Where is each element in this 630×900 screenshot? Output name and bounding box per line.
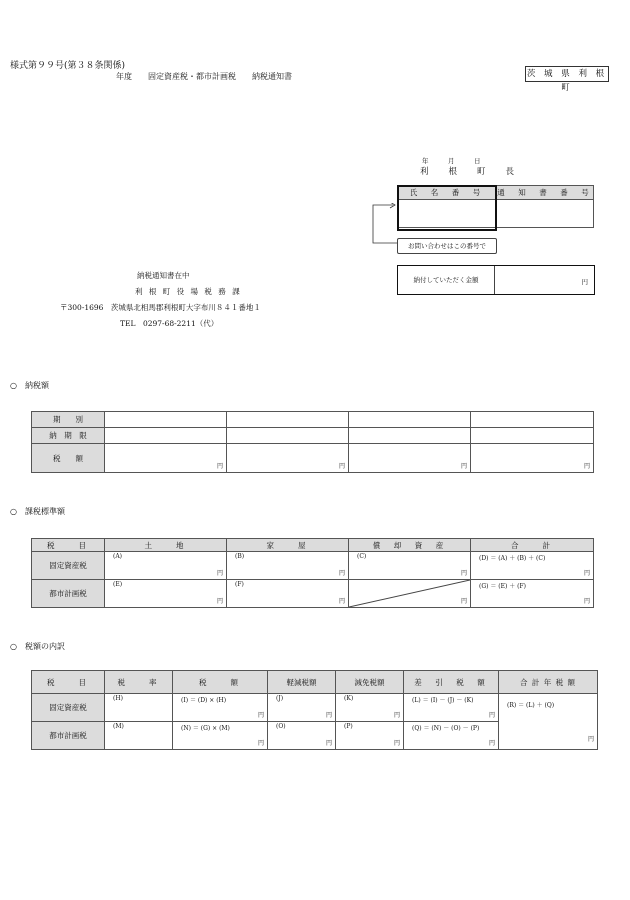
row-header-tax-amount: 税 額 (32, 444, 105, 473)
pointer-arrow-icon (369, 203, 399, 247)
issue-date: 年 月 日 (422, 157, 481, 165)
land-cell: (A) 円 (105, 552, 227, 580)
depreciable-cell-struck: 円 (349, 580, 471, 608)
payment-yen-unit: 円 (581, 278, 588, 286)
breakdown-header-rate: 税 率 (105, 671, 173, 694)
breakdown-header-reduction: 軽減税額 (268, 671, 336, 694)
breakdown-header-exemption: 減免税額 (336, 671, 404, 694)
tax-base-header-house: 家 屋 (227, 539, 349, 552)
row-label-fixed-asset-tax: 固定資産税 (32, 694, 105, 722)
period-cell (471, 412, 594, 428)
office-name: 利 根 町 役 場 税 務 課 (135, 287, 242, 296)
row-label-city-planning-tax: 都市計画税 (32, 580, 105, 608)
notice-number-header: 通 知 書 番 号 (496, 186, 594, 200)
section-tax-breakdown-title: ○ 税額の内訳 (10, 642, 65, 651)
period-cell (227, 412, 349, 428)
depreciable-cell: (C) 円 (349, 552, 471, 580)
row-header-period: 期 別 (32, 412, 105, 428)
notice-number-value (496, 200, 594, 228)
diagonal-strike (349, 580, 470, 607)
exemption-cell: (K) 円 (336, 694, 404, 722)
issuer-mayor: 利 根 町 長 (420, 167, 516, 177)
id-number-table (397, 185, 594, 228)
reduction-cell: (O) 円 (268, 722, 336, 750)
document-title: 年度 固定資産税・都市計画税 納税通知書 (116, 72, 292, 81)
reduction-cell: (J) 円 (268, 694, 336, 722)
tax-base-header-land: 土 地 (105, 539, 227, 552)
tax-amount-cell: 円 (227, 444, 349, 473)
tax-amount-cell: 円 (349, 444, 471, 473)
house-cell: (F) 円 (227, 580, 349, 608)
breakdown-header-annual-total: 合 計 年 税 額 (499, 671, 598, 694)
total-cell: (D) ＝ (A) ＋ (B) ＋ (C) 円 (471, 552, 594, 580)
breakdown-header-tax: 税 額 (173, 671, 268, 694)
form-number: 様式第９９号(第３８条関係) (10, 61, 126, 71)
row-label-city-planning-tax: 都市計画税 (32, 722, 105, 750)
tax-breakdown-table (31, 670, 598, 750)
annual-total-cell: (R) ＝ (L) ＋ (Q) 円 (499, 694, 598, 750)
tax-amount-cell: 円 (471, 444, 594, 473)
period-cell (349, 412, 471, 428)
tax-base-table (31, 538, 594, 608)
period-cell (105, 412, 227, 428)
breakdown-header-net-tax: 差 引 税 額 (404, 671, 499, 694)
due-date-cell (349, 428, 471, 444)
section-tax-base-title: ○ 課税標準額 (10, 507, 65, 516)
breakdown-header-item: 税 目 (32, 671, 105, 694)
payment-amount-label: 納付していただく金額 (398, 266, 495, 294)
house-cell: (B) 円 (227, 552, 349, 580)
payment-amount-box (397, 265, 595, 295)
office-phone: TEL 0297-68-2211（代） (120, 319, 219, 328)
sender-office (60, 268, 290, 332)
tax-cell: (N) ＝ (G) × (M) 円 (173, 722, 268, 750)
enclosure-note: 納税通知書在中 (137, 271, 190, 280)
row-label-fixed-asset-tax: 固定資産税 (32, 552, 105, 580)
municipality-box: 茨 城 県 利 根 町 (525, 66, 609, 82)
net-tax-cell: (Q) ＝ (N) － (O) － (P) 円 (404, 722, 499, 750)
tax-base-header-total: 合 計 (471, 539, 594, 552)
office-address: 〒300-1696 茨城県北相馬郡利根町大字布川８４１番地１ (60, 303, 261, 312)
tax-base-header-depreciable: 償 却 資 産 (349, 539, 471, 552)
row-header-due-date: 納 期 限 (32, 428, 105, 444)
name-number-header: 氏 名 番 号 (398, 186, 496, 200)
exemption-cell: (P) 円 (336, 722, 404, 750)
rate-cell: (H) (105, 694, 173, 722)
rate-cell: (M) (105, 722, 173, 750)
tax-amount-cell: 円 (105, 444, 227, 473)
due-date-cell (227, 428, 349, 444)
tax-amount-table (31, 411, 594, 473)
inquiry-note: お問い合わせはこの番号で (397, 238, 497, 254)
name-number-value (398, 200, 496, 228)
tax-base-header-item: 税 目 (32, 539, 105, 552)
total-cell: (G) ＝ (E) ＋ (F) 円 (471, 580, 594, 608)
tax-cell: (I) ＝ (D) × (H) 円 (173, 694, 268, 722)
due-date-cell (105, 428, 227, 444)
due-date-cell (471, 428, 594, 444)
net-tax-cell: (L) ＝ (I) － (J) － (K) 円 (404, 694, 499, 722)
land-cell: (E) 円 (105, 580, 227, 608)
section-tax-amount-title: ○ 納税額 (10, 381, 49, 390)
